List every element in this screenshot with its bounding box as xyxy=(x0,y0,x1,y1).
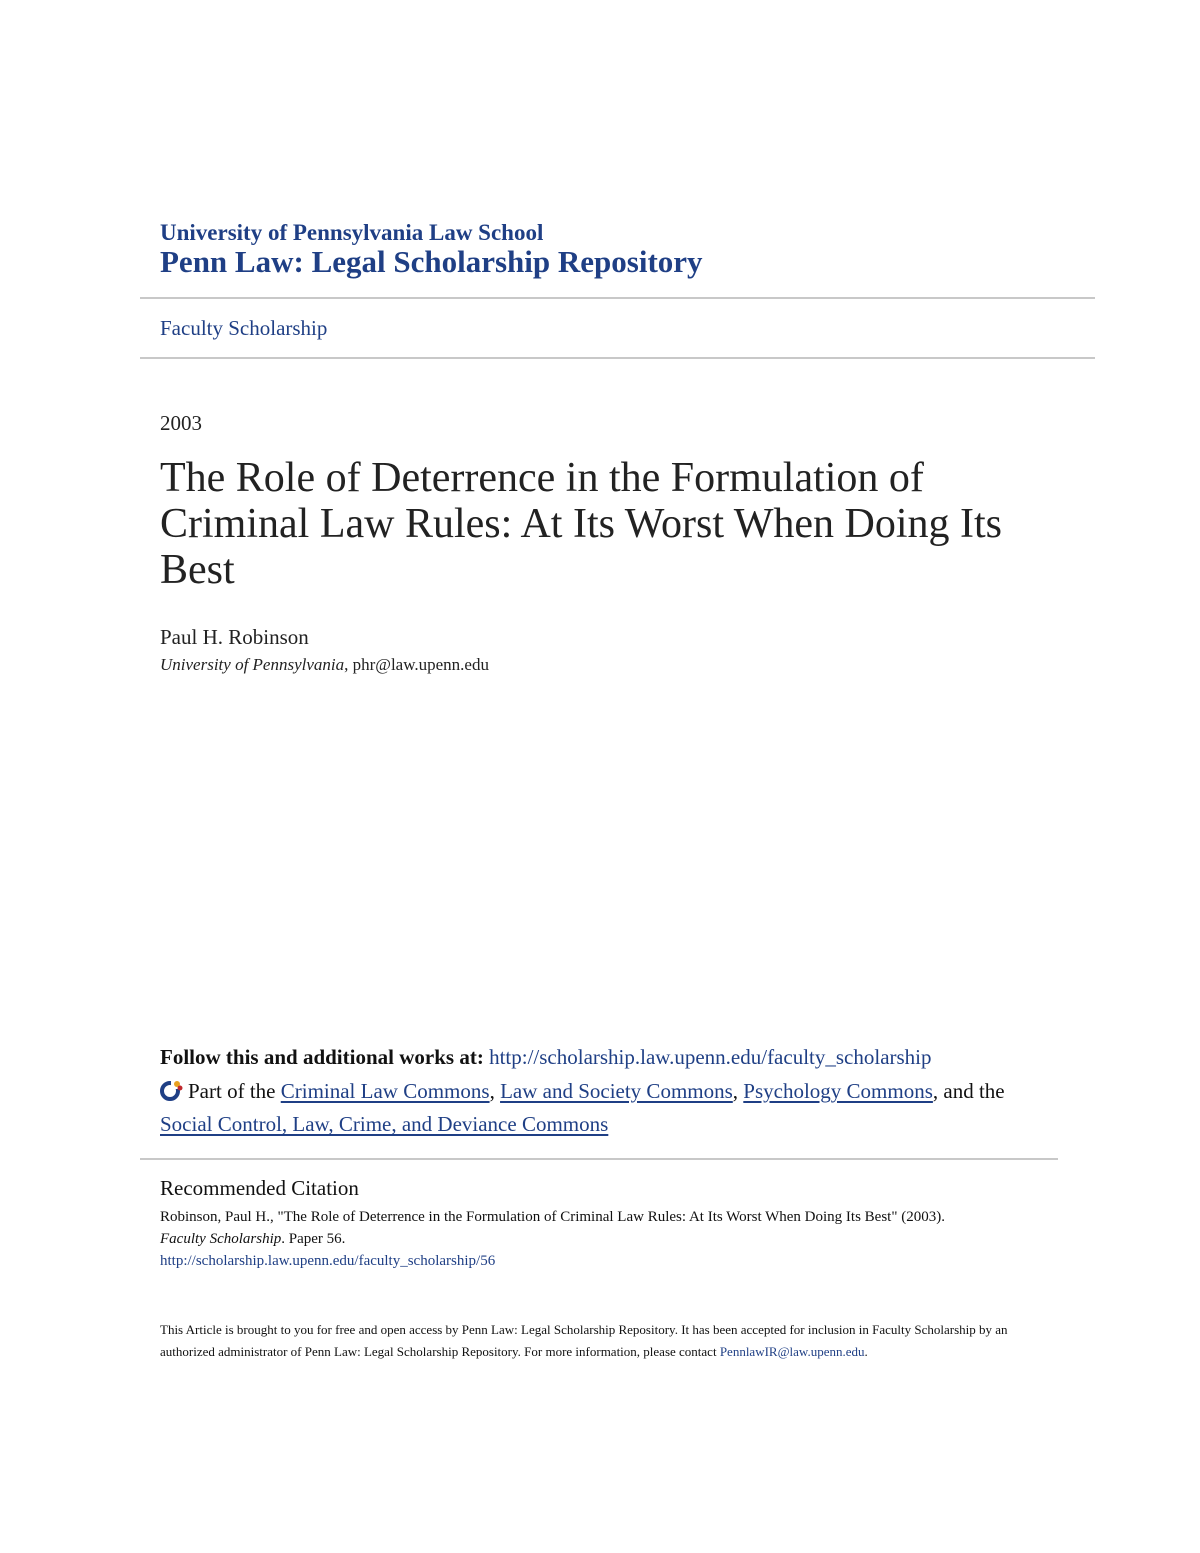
part-of-commons xyxy=(160,1077,1060,1139)
header-divider xyxy=(140,297,1095,299)
access-notice xyxy=(160,1319,1020,1363)
citation-divider xyxy=(140,1158,1058,1160)
citation-series: Faculty Scholarship xyxy=(160,1231,282,1247)
author-affiliation: University of Pennsylvania, phr@law.upenn.edu xyxy=(160,655,489,674)
criminal-law-commons-link[interactable]: Criminal Law Commons xyxy=(280,1079,490,1103)
follow-url-link[interactable]: http://scholarship.law.upenn.edu/faculty_scholarship xyxy=(489,1045,932,1069)
citation-block xyxy=(160,1206,1060,1272)
separator: , xyxy=(489,1079,495,1103)
article-title: The Role of Deterrence in the Formulation of Criminal Law Rules: At Its Worst When Doing Its Best xyxy=(160,455,1003,593)
follow-label: Follow this and additional works at: xyxy=(160,1045,484,1069)
contact-email-link[interactable]: PennlawIR@law.upenn.edu xyxy=(719,1344,865,1359)
collection-link[interactable]: Faculty Scholarship xyxy=(160,316,328,340)
follow-line xyxy=(160,1045,932,1070)
citation-url-link[interactable]: http://scholarship.law.upenn.edu/faculty_scholarship/56 xyxy=(160,1253,496,1269)
institution-name[interactable]: University of Pennsylvania Law School xyxy=(160,220,544,245)
notice-end: . xyxy=(864,1344,868,1359)
publication-year: 2003 xyxy=(160,411,202,435)
affiliation-name: University of Pennsylvania xyxy=(160,655,345,674)
social-control-commons-link[interactable]: Social Control, Law, Crime, and Deviance Commons xyxy=(160,1112,609,1136)
notice-text: This Article is brought to you for free and open access by Penn Law: Legal Scholarship Repository. It has been accepted for inclusion in Faculty Scholarship by an authorized administrator of Penn Law: Legal Scholarship Repository. For more information, please contact xyxy=(160,1322,1008,1359)
citation-text: Robinson, Paul H., "The Role of Deterrence in the Formulation of Criminal Law Rules: At Its Worst When Doing Its Best" (2003). xyxy=(160,1209,945,1225)
citation-paper: . Paper 56. xyxy=(281,1231,346,1247)
author-name: Paul H. Robinson xyxy=(160,625,309,649)
collection-divider xyxy=(140,357,1095,359)
citation-heading: Recommended Citation xyxy=(160,1176,359,1200)
psychology-commons-link[interactable]: Psychology Commons xyxy=(743,1079,933,1103)
repository-name[interactable]: Penn Law: Legal Scholarship Repository xyxy=(160,244,703,279)
separator: , and the xyxy=(932,1079,1005,1103)
citation-series-line xyxy=(160,1228,1060,1250)
law-and-society-commons-link[interactable]: Law and Society Commons xyxy=(500,1079,733,1103)
part-of-prefix: Part of the xyxy=(188,1079,276,1103)
open-access-icon xyxy=(160,1078,184,1110)
separator: , xyxy=(732,1079,739,1103)
author-email: phr@law.upenn.edu xyxy=(352,655,489,674)
